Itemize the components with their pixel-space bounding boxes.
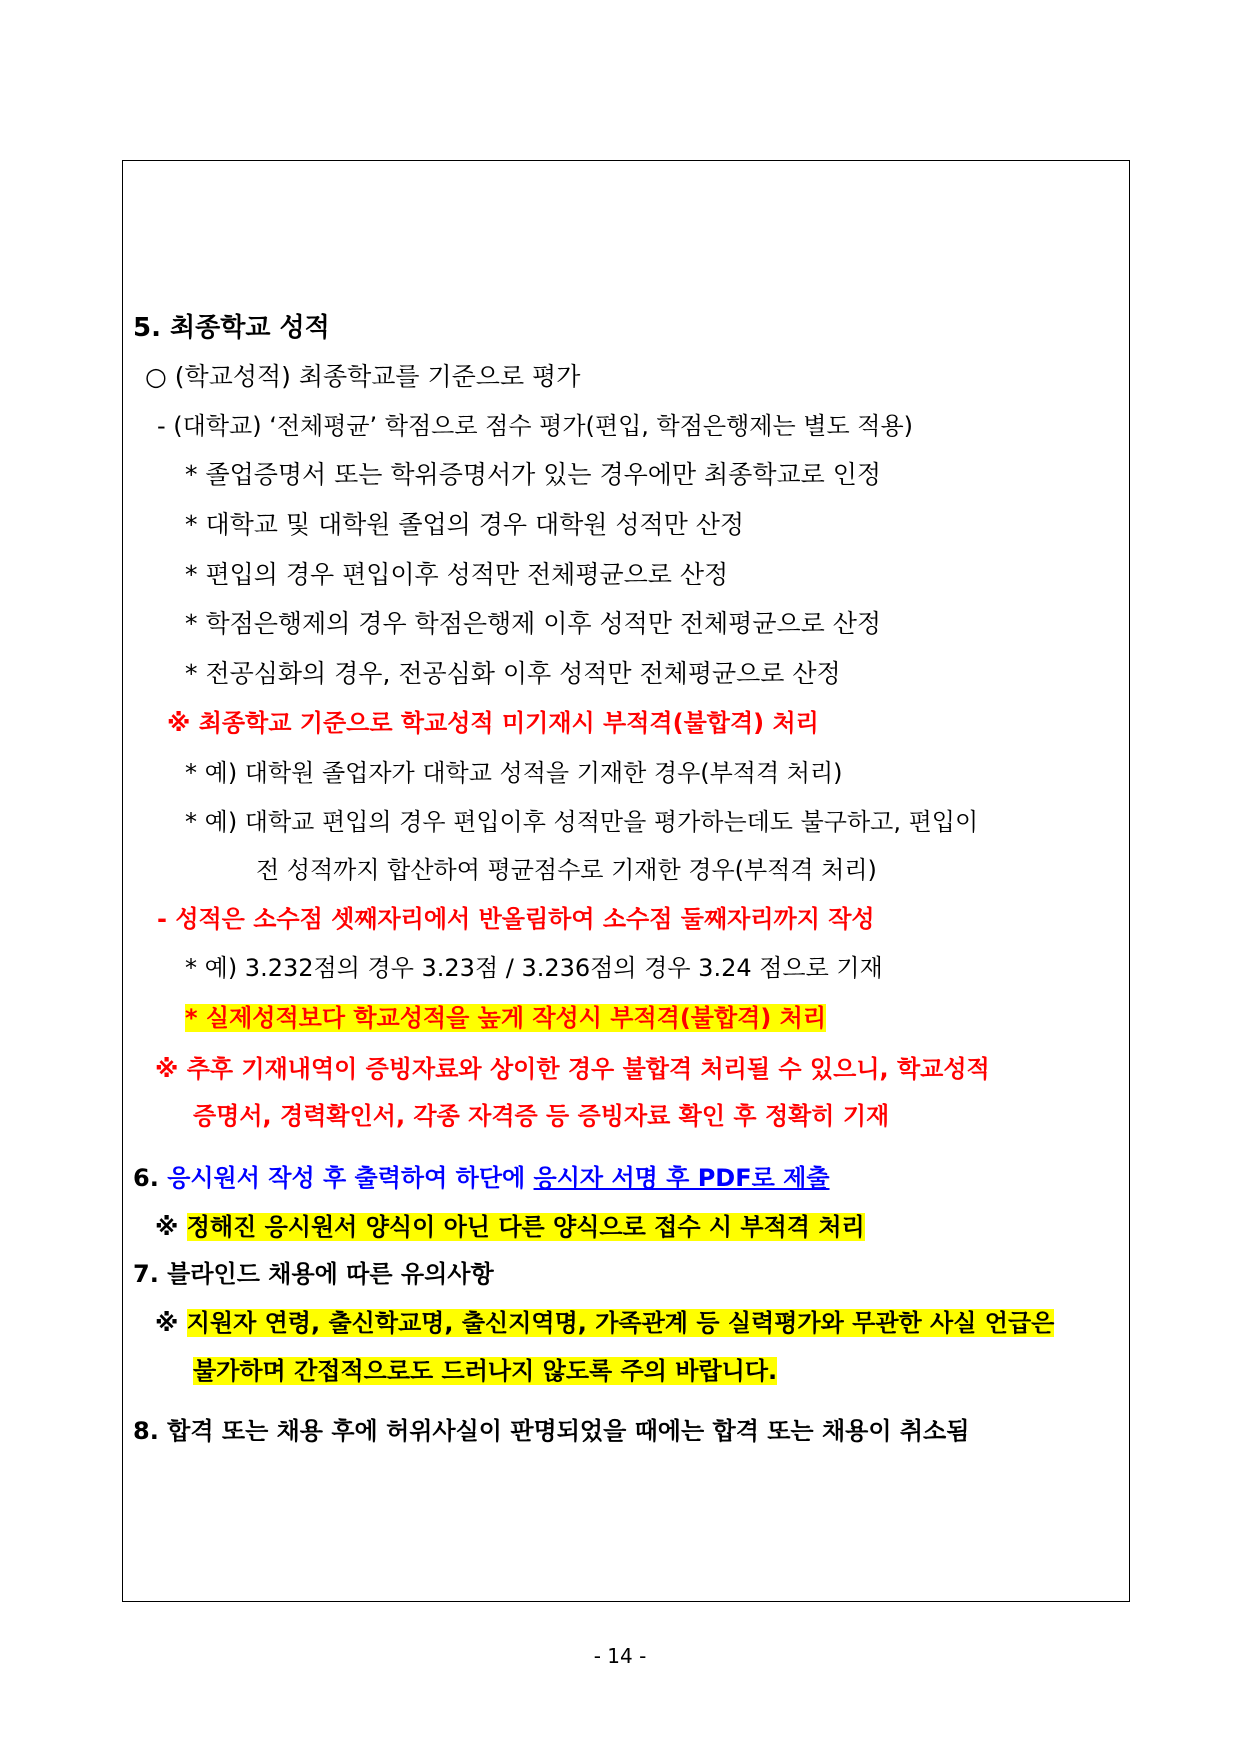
section5-example3: * 예) 3.232점의 경우 3.23점 / 3.236점의 경우 3.24 점으로 기재 bbox=[185, 954, 883, 982]
section7-warning-line bbox=[155, 1306, 1054, 1340]
section5-heading: 5. 최종학교 성적 bbox=[133, 313, 330, 343]
section5-example2-line2: 전 성적까지 합산하여 평균점수로 기재한 경우(부적격 처리) bbox=[256, 856, 877, 884]
section6-underlined: 응시자 서명 후 PDF로 제출 bbox=[533, 1164, 830, 1192]
section5-warning1: ※ 최종학교 기준으로 학교성적 미기재시 부적격(불합격) 처리 bbox=[167, 709, 819, 737]
section6-number: 6. bbox=[133, 1164, 159, 1192]
section7-warning-line1: 지원자 연령, 출신학교명, 출신지역명, 가족관계 등 실력평가와 무관한 사실 언급은 bbox=[186, 1309, 1055, 1337]
section5-note-4: * 학점은행제의 경우 학점은행제 이후 성적만 전체평균으로 산정 bbox=[185, 609, 882, 638]
section7-heading: 7. 블라인드 채용에 따른 유의사항 bbox=[133, 1260, 494, 1288]
document-frame bbox=[122, 160, 1130, 1602]
section6-mark: ※ bbox=[155, 1213, 179, 1241]
section7-mark: ※ bbox=[155, 1309, 179, 1337]
section5-dash2: - 성적은 소수점 셋째자리에서 반올림하여 소수점 둘째자리까지 작성 bbox=[157, 905, 875, 933]
section5-bullet: ○ (학교성적) 최종학교를 기준으로 평가 bbox=[145, 362, 581, 391]
section5-note-5: * 전공심화의 경우, 전공심화 이후 성적만 전체평균으로 산정 bbox=[185, 659, 841, 688]
section5-highlight-note: * 실제성적보다 학교성적을 높게 작성시 부적격(불합격) 처리 bbox=[185, 1004, 827, 1032]
section5-note-1: * 졸업증명서 또는 학위증명서가 있는 경우에만 최종학교로 인정 bbox=[185, 460, 882, 489]
section6-warning: 정해진 응시원서 양식이 아닌 다른 양식으로 접수 시 부적격 처리 bbox=[186, 1213, 865, 1241]
section5-warning2-line2: 증명서, 경력확인서, 각종 자격증 등 증빙자료 확인 후 정확히 기재 bbox=[193, 1102, 890, 1130]
section5-note-3: * 편입의 경우 편입이후 성적만 전체평균으로 산정 bbox=[185, 560, 729, 589]
section5-warning2-line1: ※ 추후 기재내역이 증빙자료와 상이한 경우 불합격 처리될 수 있으니, 학교성적 bbox=[155, 1055, 990, 1083]
section6-line bbox=[133, 1161, 830, 1195]
section7-warning-line2: 불가하며 간접적으로도 드러나지 않도록 주의 바랍니다. bbox=[193, 1357, 778, 1385]
section5-dash1: - (대학교) ‘전체평균’ 학점으로 점수 평가(편입, 학점은행제는 별도 적용) bbox=[157, 412, 913, 440]
section5-note-2: * 대학교 및 대학원 졸업의 경우 대학원 성적만 산정 bbox=[185, 510, 745, 539]
section6-text: 응시원서 작성 후 출력하여 하단에 bbox=[167, 1164, 526, 1192]
section6-warning-line bbox=[155, 1210, 865, 1244]
section8-heading: 8. 합격 또는 채용 후에 허위사실이 판명되었을 때에는 합격 또는 채용이 취소됨 bbox=[133, 1417, 970, 1445]
section5-example2-line1: * 예) 대학교 편입의 경우 편입이후 성적만을 평가하는데도 불구하고, 편입이 bbox=[185, 808, 979, 836]
section5-example1: * 예) 대학원 졸업자가 대학교 성적을 기재한 경우(부적격 처리) bbox=[185, 759, 843, 787]
page-number: - 14 - bbox=[593, 1644, 647, 1668]
